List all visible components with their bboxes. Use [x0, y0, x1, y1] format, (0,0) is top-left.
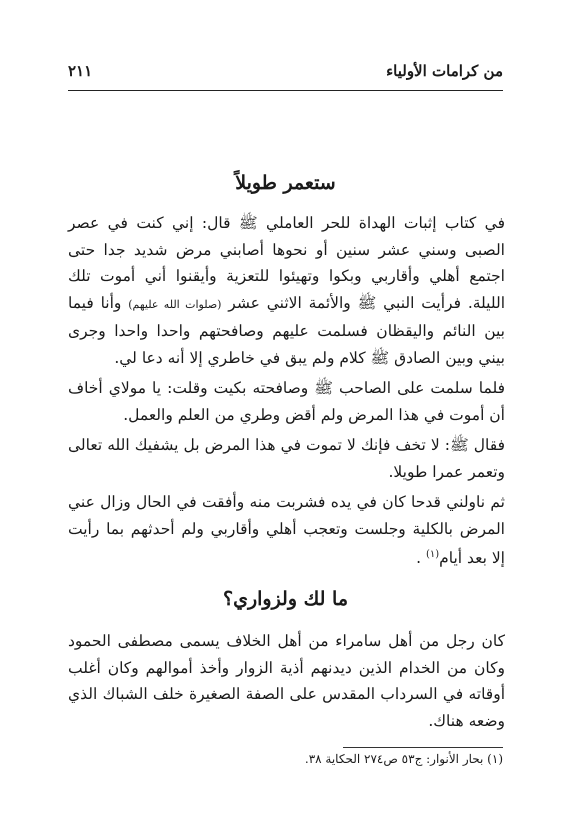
page-header [68, 60, 503, 84]
paragraph-4 [68, 489, 505, 572]
paragraph-5: كان رجل من أهل سامراء من أهل الخلاف يسمى مصطفى الحمود وكان من الخدام الذين ديدنهم أذية الزوار وأخذ أموالهم وكان أغلب أوقاته في السرداب المقدس على الصفة الصغيرة خلف الشباك الذي وضعه هناك. [68, 632, 505, 730]
paragraph-4-text: ثم ناولني قدحا كان في يده فشربت منه وأفقت في الحال وزال عني المرض بالكلية وجلست وتعجب أهلي وأقاربي ولم أحدثهم بما رأيت إلا بعد أيام [68, 493, 505, 568]
footnote: (١) بحار الأنوار: ج٥٣ ص٢٧٤ الحكاية ٣٨. [304, 752, 503, 766]
header-rule [68, 90, 503, 91]
section-heading-1: ستعمر طويلاً [235, 172, 336, 194]
section-heading-2: ما لك ولزواري؟ [222, 588, 349, 610]
paragraph-1 [68, 210, 505, 371]
paragraph-2: فلما سلمت على الصاحب ﷺ وصافحته بكيت وقلت: يا مولاي أخاف أن أموت في هذا المرض ولم أقض وطري من العلم والعمل. [68, 379, 505, 424]
page-number: ٢١١ [68, 62, 93, 80]
section-body-2 [68, 628, 505, 734]
footnote-marker: (١) [425, 549, 440, 560]
paragraph-3: فقال ﷺ: لا تخف فإنك لا تموت في هذا المرض بل يشفيك الله تعالى وتعمر عمرا طويلا. [68, 436, 505, 481]
section-body-1 [68, 210, 505, 572]
paragraph-4-end: . [416, 549, 421, 568]
running-title: من كرامات الأولياء [386, 62, 503, 80]
paragraph-1-text-cont: وأنا فيما بين النائم واليقظان فسلمت عليهم وصافحتهم واحدا واحدا وجرى بيني وبين الصادق ﷺ كلام ولم يبق في خاطري إلا أنه دعا لي. [68, 293, 505, 367]
footnote-rule [343, 747, 503, 748]
honorific-note: (صلوات الله عليهم) [128, 297, 222, 311]
paragraph-1-text: في كتاب إثبات الهداة للحر العاملي ﷺ قال: إني كنت في عصر الصبى وسني عشر سنين أو نحوها أصابني مرض شديد جدا حتى اجتمع أهلي وأقاربي وبكوا وتهيئوا للتعزية وأيقنوا أني أموت تلك الليلة. فرأيت النبي ﷺ والأئمة الاثني عشر [68, 214, 506, 312]
